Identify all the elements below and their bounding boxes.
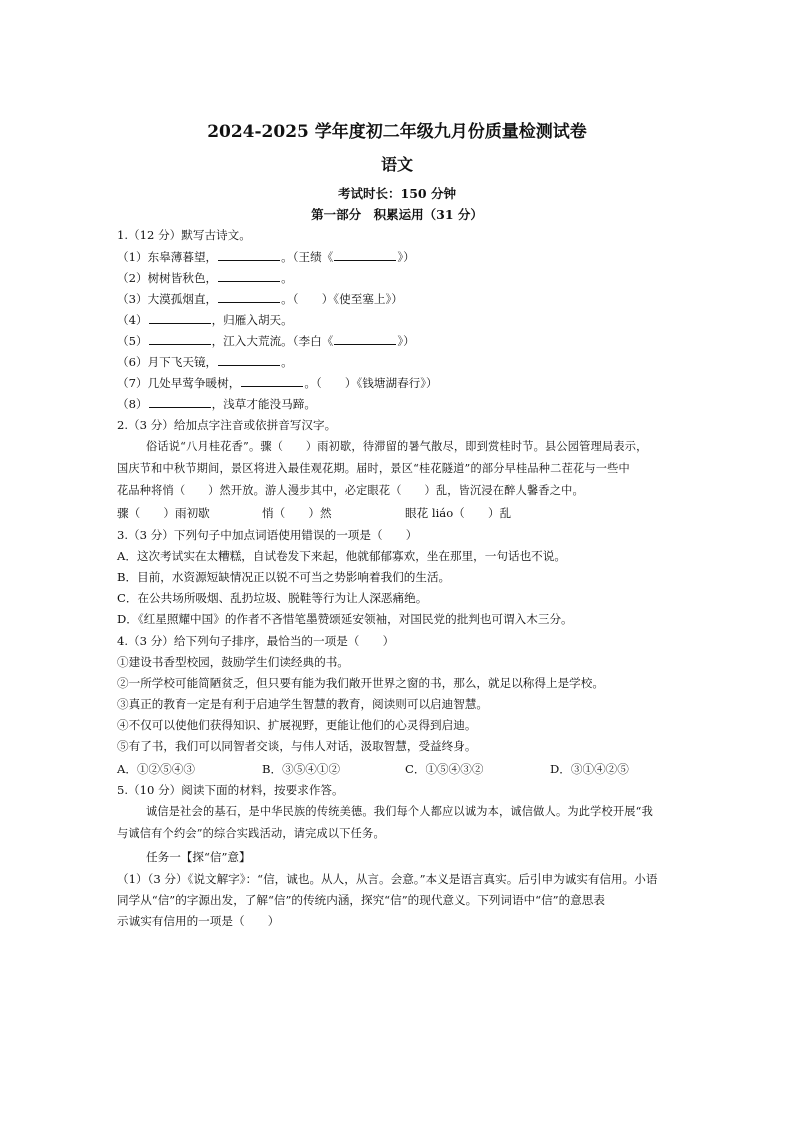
answer-blank[interactable] bbox=[218, 249, 280, 261]
q1-item-4: （4） ，归雁入胡天。 bbox=[117, 313, 293, 327]
q3-option-a[interactable]: A．这次考试实在太糟糕，自试卷发下来起，他就郁郁寡欢，坐在那里，一句话也不说。 bbox=[117, 549, 566, 563]
q4-stem: 4.（3 分）给下列句子排序，最恰当的一项是（ ） bbox=[117, 634, 395, 648]
q2-stem: 2.（3 分）给加点字注音或依拼音写汉字。 bbox=[117, 418, 337, 432]
q4-sentence-5: ⑤有了书，我们可以同智者交谈，与伟人对话，汲取智慧，受益终身。 bbox=[117, 739, 477, 753]
q5-material-line-2: 与诚信有个约会”的综合实践活动，请完成以下任务。 bbox=[117, 827, 385, 840]
q3-option-b[interactable]: B．目前，水资源短缺情况正以锐不可当之势影响着我们的生活。 bbox=[117, 570, 451, 584]
answer-blank[interactable] bbox=[218, 291, 280, 303]
q4-option-b[interactable]: B．③⑤④①② bbox=[262, 762, 341, 776]
q1-item-2: （2）树树皆秋色， 。 bbox=[117, 271, 293, 285]
answer-blank[interactable] bbox=[218, 354, 280, 366]
q1-item-8: （8） ，浅草才能没马蹄。 bbox=[117, 397, 316, 411]
q2-answer-2: 悄（ ）然 bbox=[262, 506, 332, 520]
answer-blank[interactable] bbox=[218, 270, 280, 282]
subject-title: 语文 bbox=[380, 155, 413, 174]
exam-title: 2024-2025 学年度初二年级九月份质量检测试卷 bbox=[207, 122, 587, 142]
q5-sub-line-2: 同学从“信”的字源出发，了解“信”的传统内涵，探究“信”的现代意义。下列词语中“信”的意思表 bbox=[117, 893, 605, 907]
q1-item-7: （7）几处早莺争暖树， 。（ ）《钱塘湖春行》） bbox=[117, 376, 438, 390]
q4-sentence-3: ③真正的教育一定是有利于启迪学生智慧的教育，阅读则可以启迪智慧。 bbox=[117, 697, 489, 711]
q1-item-1: （1）东皋薄暮望， 。（王绩《 》） bbox=[117, 250, 415, 264]
q4-option-c[interactable]: C．①⑤④③② bbox=[405, 762, 484, 776]
exam-duration: 考试时长：150 分钟 bbox=[338, 186, 456, 201]
q2-passage-line-1: 俗话说“八月桂花香”。骤（ ）雨初歇，待滞留的暑气散尽，即到赏桂时节。县公园管理局表示， bbox=[146, 440, 648, 453]
q3-option-d[interactable]: D．《红星照耀中国》的作者不吝惜笔墨赞颂延安领袖，对国民党的批判也可谓入木三分。 bbox=[117, 612, 573, 626]
q4-option-d[interactable]: D．③①④②⑤ bbox=[550, 762, 629, 776]
q2-answer-1: 骤（ ）雨初歇 bbox=[117, 506, 210, 520]
q3-stem: 3.（3 分）下列句子中加点词语使用错误的一项是（ ） bbox=[117, 528, 418, 542]
answer-blank[interactable] bbox=[149, 396, 211, 408]
q1-item-3: （3）大漠孤烟直， 。（ ）《使至塞上》） bbox=[117, 292, 403, 306]
q2-passage-line-3: 花品种将悄（ ）然开放。游人漫步其中，必定眼花（ ）乱，皆沉浸在醉人馨香之中。 bbox=[117, 484, 584, 497]
q4-option-a[interactable]: A．①②⑤④③ bbox=[117, 762, 195, 776]
answer-blank[interactable] bbox=[334, 249, 396, 261]
answer-blank[interactable] bbox=[334, 333, 396, 345]
answer-blank[interactable] bbox=[149, 333, 211, 345]
part-title: 第一部分 积累运用（31 分） bbox=[311, 207, 483, 222]
q4-sentence-1: ①建设书香型校园，鼓励学生们读经典的书。 bbox=[117, 655, 349, 669]
answer-blank[interactable] bbox=[241, 375, 303, 387]
answer-blank[interactable] bbox=[149, 312, 211, 324]
q4-sentence-2: ②一所学校可能简陋贫乏，但只要有能为我们敞开世界之窗的书，那么，就足以称得上是学校。 bbox=[117, 676, 604, 690]
q2-passage-line-2: 国庆节和中秋节期间，景区将进入最佳观花期。届时，景区“桂花隧道”的部分早桂品种二茬花与一些中 bbox=[117, 462, 630, 475]
q2-answer-3: 眼花 liáo（ ）乱 bbox=[405, 506, 512, 520]
q1-item-6: （6）月下飞天镜， 。 bbox=[117, 355, 293, 369]
q5-stem: 5.（10 分）阅读下面的材料，按要求作答。 bbox=[117, 783, 344, 797]
q5-material-line-1: 诚信是社会的基石，是中华民族的传统美德。我们每个人都应以诚为本，诚信做人。为此学校开展“我 bbox=[146, 805, 653, 818]
q1-item-5: （5） ，江入大荒流。（李白《 》） bbox=[117, 334, 415, 348]
q1-stem: 1.（12 分）默写古诗文。 bbox=[117, 228, 251, 242]
q5-sub-line-1: （1）（3 分）《说文解字》：“信，诚也。从人，从言。会意。”本义是语言真实。后引申为诚实有信用。小语 bbox=[117, 872, 658, 886]
q4-sentence-4: ④不仅可以使他们获得知识、扩展视野，更能让他们的心灵得到启迪。 bbox=[117, 718, 477, 732]
q3-option-c[interactable]: C．在公共场所吸烟、乱扔垃圾、脱鞋等行为让人深恶痛绝。 bbox=[117, 591, 428, 605]
q5-task-title: 任务一【探“信”意】 bbox=[146, 850, 251, 864]
q5-sub-line-3: 示诚实有信用的一项是（ ） bbox=[117, 914, 280, 928]
